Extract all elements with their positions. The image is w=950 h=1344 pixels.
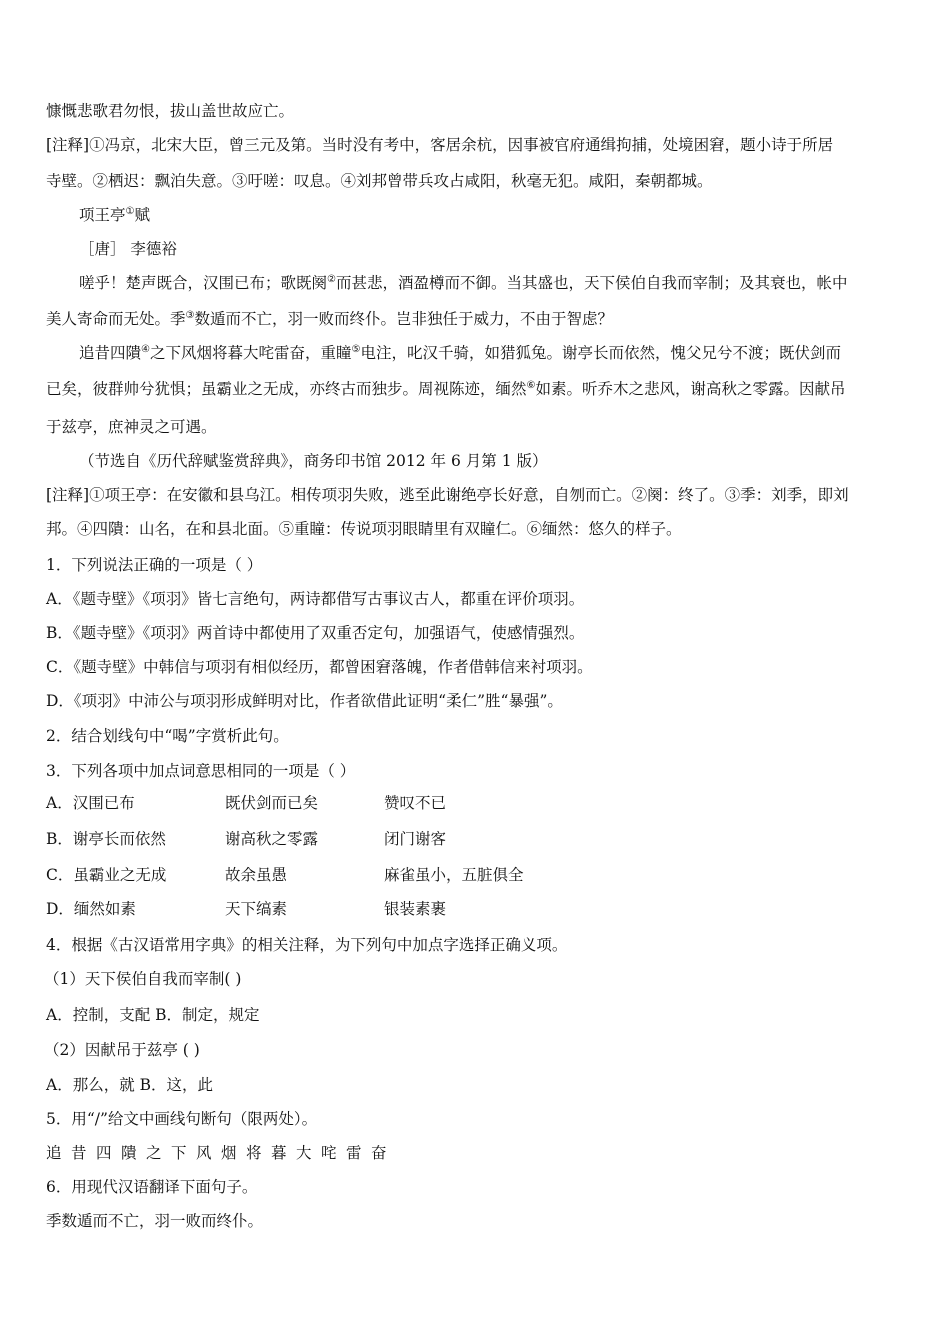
- fu-paragraph-2: [79, 343, 841, 363]
- cell: D．缅然如素: [46, 900, 136, 918]
- fu-paragraph-2-cont: [46, 379, 846, 399]
- option-row: [46, 899, 447, 919]
- footnote-mark: ⑥: [526, 380, 536, 391]
- cell: 麻雀虽小，五脏俱全: [384, 866, 524, 884]
- option-b: B．《题寺壁》《项羽》两首诗中都使用了双重否定句，加强语气，使感情强烈。: [46, 624, 585, 642]
- cell: 既伏剑而已矣: [225, 794, 319, 812]
- option-row: [46, 829, 447, 849]
- option-a: A．《题寺壁》《项羽》皆七言绝句，两诗都借写古事议古人，都重在评价项羽。: [46, 590, 585, 608]
- sub-question-2: （2）因献吊于兹亭 ( ): [44, 1041, 200, 1059]
- cell: 银装素裹: [384, 900, 447, 918]
- text: 嗟乎！楚声既合，汉围已布；歌既阕: [79, 274, 328, 292]
- title-text: 项王亭: [79, 206, 126, 224]
- fu-author: ［唐］ 李德裕: [79, 240, 177, 258]
- text: 如素。听乔木之悲风，谢高秋之零露。因献吊: [535, 380, 846, 398]
- sub-options-1: A．控制，支配 B．制定，规定: [46, 1006, 260, 1024]
- option-d: D．《项羽》中沛公与项羽形成鲜明对比，作者欲借此证明“柔仁”胜“暴强”。: [46, 692, 563, 710]
- text: 而甚悲，酒盈樽而不御。当其盛也，天下侯伯自我而宰制；及其衰也，帐中: [335, 274, 848, 292]
- cell: 谢高秋之零露: [225, 830, 319, 848]
- cell: 赞叹不已: [384, 794, 447, 812]
- sub-options-2: A．那么，就 B．这，此: [46, 1076, 214, 1094]
- note-line: 邦。④四隤：山名，在和县北面。⑤重瞳：传说项羽眼睛里有双瞳仁。⑥缅然：悠久的样子。: [46, 520, 682, 538]
- option-row: [46, 793, 447, 813]
- sub-question-1: （1）天下侯伯自我而宰制( ): [44, 970, 242, 988]
- text: 电注，叱汉千骑，如猎狐兔。谢亭长而依然，愧父兄兮不渡；既伏剑而: [360, 344, 841, 362]
- question-5: 5．用“/”给文中画线句断句（限两处）。: [46, 1110, 318, 1128]
- fu-paragraph-1: [79, 273, 848, 293]
- question-4: 4．根据《古汉语常用字典》的相关注释，为下列句中加点字选择正确义项。: [46, 936, 568, 954]
- question-3: 3．下列各项中加点词意思相同的一项是（ ）: [46, 762, 356, 780]
- footnote-mark: ⑤: [351, 344, 361, 355]
- cell: 故余虽愚: [225, 866, 288, 884]
- footnote-mark: ④: [141, 344, 150, 355]
- fu-paragraph-1-cont: [46, 309, 613, 329]
- footnote-mark: ③: [185, 310, 195, 321]
- cell: 天下缟素: [225, 900, 288, 918]
- title-text: 赋: [134, 206, 150, 224]
- cell: C．虽霸业之无成: [46, 866, 167, 884]
- text: 已矣，彼群帅兮犹惧；虽霸业之无成，亦终古而独步。周视陈迹，缅然: [46, 380, 527, 398]
- note-line: [注释]①冯京，北宋大臣，曾三元及第。当时没有考中，客居余杭，因事被官府通缉拘捕，处境困窘，题小诗于所居: [46, 136, 834, 154]
- text: 美人寄命而无处。季: [46, 310, 186, 328]
- punctuation-line: 追昔四隤之下风烟将暮大咤雷奋: [46, 1144, 397, 1162]
- fu-paragraph-2-end: 于兹亭，庶神灵之可遇。: [46, 418, 217, 436]
- text: 数遁而不亡，羽一败而终仆。岂非独任于威力，不由于智虑？: [194, 310, 613, 328]
- question-2: 2．结合划线句中“喝”字赏析此句。: [46, 727, 289, 745]
- option-c: C．《题寺壁》中韩信与项羽有相似经历，都曾困窘落魄，作者借韩信来衬项羽。: [46, 658, 593, 676]
- poem-tail: 慷慨悲歌君勿恨，拔山盖世故应亡。: [46, 102, 295, 120]
- question-1: 1．下列说法正确的一项是（ ）: [46, 556, 263, 574]
- text: 追昔四隤: [79, 344, 142, 362]
- source-citation: （节选自《历代辞赋鉴赏辞典》，商务印书馆 2012 年 6 月第 1 版）: [79, 452, 548, 470]
- translation-sentence: 季数遁而不亡，羽一败而终仆。: [46, 1212, 264, 1230]
- text: 之下风烟将暮大咤雷奋，重瞳: [149, 344, 352, 362]
- cell: 闭门谢客: [384, 830, 447, 848]
- note-line: 寺壁。②栖迟：飘泊失意。③吁嗟：叹息。④刘邦曾带兵攻占咸阳，秋毫无犯。咸阳，秦朝都城。: [46, 172, 713, 190]
- cell: A．汉围已布: [46, 794, 135, 812]
- question-6: 6．用现代汉语翻译下面句子。: [46, 1178, 258, 1196]
- footnote-mark: ①: [125, 206, 135, 217]
- cell: B．谢亭长而依然: [46, 830, 166, 848]
- footnote-mark: ②: [327, 274, 336, 285]
- option-row: [46, 865, 524, 885]
- note-line: [注释]①项王亭：在安徽和县乌江。相传项羽失败，逃至此谢绝亭长好意，自刎而亡。②阕：终了。③季：刘季，即刘: [46, 486, 849, 504]
- fu-title: [79, 205, 150, 225]
